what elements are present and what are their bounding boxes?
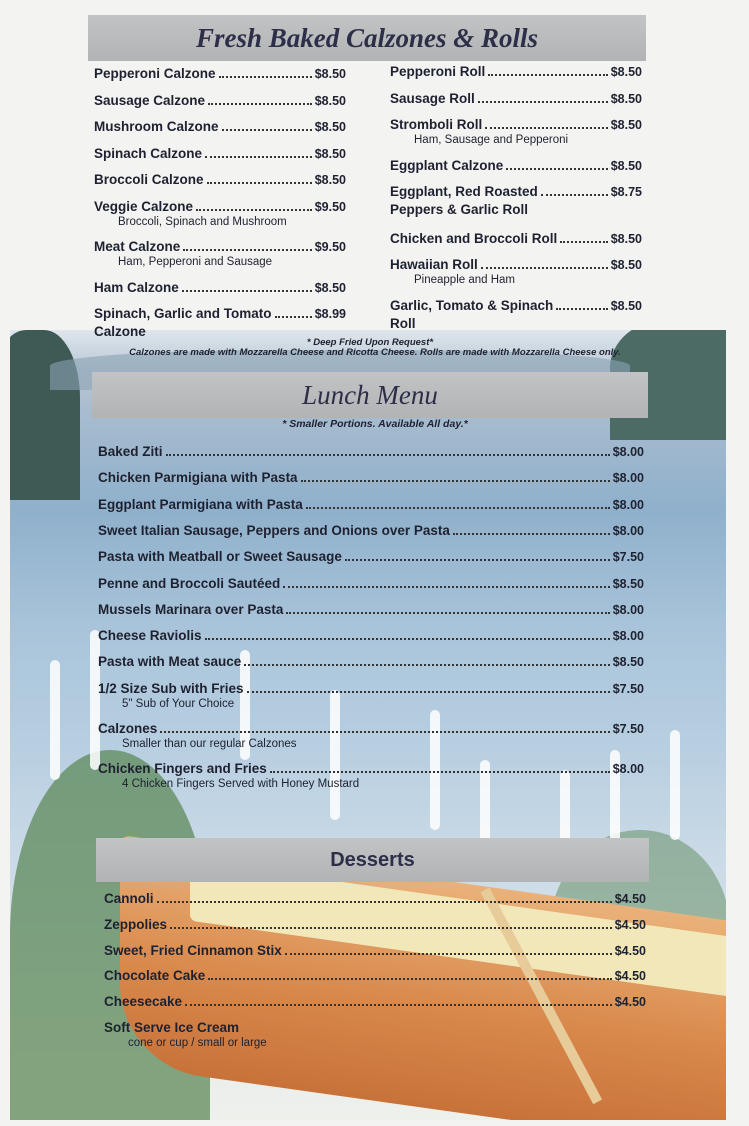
dot-leader xyxy=(196,201,312,210)
lunch-name: Sweet Italian Sausage, Peppers and Onions over Pasta xyxy=(98,522,450,538)
calzone-row xyxy=(94,306,346,321)
dot-leader xyxy=(301,473,610,482)
reed xyxy=(50,660,60,780)
calzone-description: Ham, Pepperoni and Sausage xyxy=(118,256,273,268)
lunch-price: $7.50 xyxy=(612,681,644,696)
calzone-row xyxy=(94,146,346,161)
dessert-name: Zeppolies xyxy=(104,916,168,932)
lunch-name: Calzones xyxy=(98,720,158,736)
roll-price: $8.50 xyxy=(610,65,642,79)
calzone-price: $8.50 xyxy=(314,146,346,161)
dessert-item xyxy=(104,943,646,958)
dessert-row xyxy=(104,943,646,958)
dot-leader xyxy=(556,300,607,309)
calzone-item xyxy=(94,146,346,161)
cheese-note: Calzones are made with Mozzarella Cheese and Ricotta Cheese. Rolls are made with Mozzarella Cheese only. xyxy=(129,347,621,358)
calzone-description: Broccoli, Spinach and Mushroom xyxy=(118,215,287,228)
calzone-name: Mushroom Calzone xyxy=(94,119,219,134)
roll-name: Hawaiian Roll xyxy=(390,257,478,272)
lunch-name: Pasta with Meat sauce xyxy=(98,654,242,670)
dot-leader xyxy=(270,763,610,772)
roll-row xyxy=(390,257,642,272)
roll-name: Pepperoni Roll xyxy=(390,64,486,79)
lunch-row xyxy=(98,602,644,617)
roll-name: Stromboli Roll xyxy=(390,117,483,132)
lunch-item xyxy=(98,761,644,790)
dessert-name: Cheesecake xyxy=(104,994,183,1010)
lunch-description: 4 Chicken Fingers Served with Honey Mustard xyxy=(122,777,360,790)
roll-price: $8.75 xyxy=(610,185,642,199)
calzone-name: Spinach, Garlic and Tomato xyxy=(94,306,272,321)
dessert-description: cone or cup / small or large xyxy=(128,1037,267,1049)
lunch-row xyxy=(98,444,644,459)
dot-leader xyxy=(182,282,312,291)
roll-price: $8.50 xyxy=(610,298,642,313)
lunch-price: $7.50 xyxy=(612,721,644,736)
dessert-price: $4.50 xyxy=(614,995,646,1010)
dot-leader xyxy=(275,309,312,318)
lunch-row xyxy=(98,549,644,564)
roll-item xyxy=(390,64,642,79)
dessert-name: Soft Serve Ice Cream xyxy=(104,1020,240,1035)
lunch-row xyxy=(98,654,644,669)
lunch-row xyxy=(98,681,644,696)
calzone-name: Meat Calzone xyxy=(94,239,181,254)
dot-leader xyxy=(247,683,610,692)
lunch-price: $8.00 xyxy=(612,761,644,776)
dessert-name: Chocolate Cake xyxy=(104,968,206,984)
calzone-price: $8.50 xyxy=(314,280,346,295)
calzone-item xyxy=(94,93,346,108)
lunch-name: Eggplant Parmigiana with Pasta xyxy=(98,496,303,512)
lunch-name: Cheese Raviolis xyxy=(98,628,202,644)
lunch-item xyxy=(98,497,644,512)
roll-name: Garlic, Tomato & Spinach xyxy=(390,297,554,313)
lunch-item xyxy=(98,444,644,459)
calzone-row xyxy=(94,119,346,134)
lunch-row xyxy=(98,523,644,538)
dessert-item xyxy=(104,994,646,1009)
dessert-row xyxy=(104,1020,646,1035)
roll-row xyxy=(390,64,642,79)
dessert-row xyxy=(104,994,646,1009)
calzone-name: Broccoli Calzone xyxy=(94,172,204,187)
roll-item xyxy=(390,158,642,173)
roll-price: $8.50 xyxy=(610,91,642,106)
lunch-menu-title: Lunch Menu xyxy=(92,372,648,418)
dessert-row xyxy=(104,891,646,906)
calzone-price: $8.50 xyxy=(314,173,346,187)
roll-name-continued: Peppers & Garlic Roll xyxy=(390,202,529,217)
calzone-name: Spinach Calzone xyxy=(94,145,203,161)
lunch-price: $8.50 xyxy=(612,655,644,670)
calzone-price: $8.50 xyxy=(314,93,346,108)
roll-item xyxy=(390,257,642,286)
dessert-price: $4.50 xyxy=(614,892,646,906)
dot-leader xyxy=(219,69,312,78)
dessert-item xyxy=(104,891,646,906)
roll-item xyxy=(390,231,642,246)
roll-item xyxy=(390,91,642,106)
dessert-item xyxy=(104,968,646,983)
lunch-item xyxy=(98,628,644,643)
dessert-row xyxy=(104,917,646,932)
lunch-row xyxy=(98,761,644,776)
dessert-name: Cannoli xyxy=(104,891,154,906)
calzone-item xyxy=(94,280,346,295)
roll-price: $8.50 xyxy=(610,158,642,173)
dot-leader xyxy=(205,631,610,640)
lunch-item xyxy=(98,681,644,710)
lunch-subtitle: * Smaller Portions. Available All day.* xyxy=(282,418,468,430)
roll-name: Chicken and Broccoli Roll xyxy=(390,230,558,246)
dot-leader xyxy=(244,657,609,666)
lunch-item xyxy=(98,470,644,485)
roll-row xyxy=(390,117,642,132)
roll-name: Sausage Roll xyxy=(390,90,475,106)
lunch-row xyxy=(98,470,644,485)
dot-leader xyxy=(222,122,312,131)
roll-price: $8.50 xyxy=(610,231,642,246)
lunch-price: $8.00 xyxy=(612,445,644,459)
calzone-row xyxy=(94,199,346,214)
dot-leader xyxy=(160,723,609,732)
roll-row xyxy=(390,184,642,199)
roll-name: Eggplant, Red Roasted xyxy=(390,184,538,199)
dot-leader xyxy=(205,148,312,157)
roll-description: Pineapple and Ham xyxy=(414,274,516,286)
lunch-name: Baked Ziti xyxy=(98,444,163,459)
roll-item xyxy=(390,184,642,217)
dot-leader xyxy=(207,175,312,184)
lunch-name: Penne and Broccoli Sautéed xyxy=(98,575,281,591)
dot-leader xyxy=(560,233,607,242)
lunch-item xyxy=(98,549,644,564)
roll-row xyxy=(390,91,642,106)
calzones-rolls-title: Fresh Baked Calzones & Rolls xyxy=(88,15,646,61)
calzone-price: $8.50 xyxy=(314,67,346,81)
lunch-description: 5" Sub of Your Choice xyxy=(122,697,235,710)
calzone-item xyxy=(94,119,346,134)
lunch-description: Smaller than our regular Calzones xyxy=(122,737,297,750)
lunch-item xyxy=(98,602,644,617)
lunch-row xyxy=(98,576,644,591)
dot-leader xyxy=(506,160,607,169)
dot-leader xyxy=(481,260,608,269)
lunch-price: $8.00 xyxy=(612,471,644,486)
calzone-item xyxy=(94,172,346,187)
dessert-price: $4.50 xyxy=(614,969,646,984)
lunch-name: 1/2 Size Sub with Fries xyxy=(98,680,244,696)
deep-fried-note: * Deep Fried Upon Request* xyxy=(306,337,434,348)
dot-leader xyxy=(345,552,610,561)
lunch-item xyxy=(98,721,644,750)
dessert-price: $4.50 xyxy=(614,917,646,932)
lunch-name: Chicken Fingers and Fries xyxy=(98,760,267,776)
calzone-price: $9.50 xyxy=(314,199,346,214)
lunch-row xyxy=(98,628,644,643)
calzone-price: $8.99 xyxy=(314,307,346,321)
dot-leader xyxy=(283,578,609,587)
lunch-price: $8.00 xyxy=(612,629,644,644)
dot-leader xyxy=(306,499,610,508)
lunch-price: $7.50 xyxy=(612,550,644,565)
calzone-item xyxy=(94,239,346,268)
lunch-price: $8.00 xyxy=(612,523,644,538)
lunch-price: $8.50 xyxy=(612,576,644,591)
dot-leader xyxy=(185,997,612,1006)
dot-leader xyxy=(285,945,612,954)
calzone-price: $8.50 xyxy=(314,120,346,134)
lunch-name: Chicken Parmigiana with Pasta xyxy=(98,470,298,486)
dot-leader xyxy=(157,894,612,903)
calzone-row xyxy=(94,239,346,254)
calzone-name-continued: Calzone xyxy=(94,324,146,339)
dot-leader xyxy=(183,242,311,251)
calzone-item xyxy=(94,66,346,81)
lunch-row xyxy=(98,497,644,512)
lunch-name: Mussels Marinara over Pasta xyxy=(98,601,284,617)
lunch-name: Pasta with Meatball or Sweet Sausage xyxy=(98,549,342,565)
dot-leader xyxy=(541,187,608,196)
calzone-price: $9.50 xyxy=(314,240,346,254)
dot-leader xyxy=(170,919,612,928)
calzone-row xyxy=(94,93,346,108)
reed xyxy=(670,730,680,840)
dessert-item xyxy=(104,1020,646,1049)
dot-leader xyxy=(166,447,610,456)
roll-row xyxy=(390,231,642,246)
calzone-row xyxy=(94,280,346,295)
calzone-name: Ham Calzone xyxy=(94,279,179,295)
roll-description: Ham, Sausage and Pepperoni xyxy=(414,134,569,146)
calzone-name: Sausage Calzone xyxy=(94,92,206,108)
lunch-price: $8.00 xyxy=(612,497,644,512)
roll-row xyxy=(390,298,642,313)
desserts-title: Desserts xyxy=(96,838,649,882)
roll-row xyxy=(390,158,642,173)
roll-price: $8.50 xyxy=(610,118,642,132)
roll-item xyxy=(390,117,642,146)
dessert-row xyxy=(104,968,646,983)
dot-leader xyxy=(208,95,312,104)
dot-leader xyxy=(453,525,610,534)
calzone-row xyxy=(94,66,346,81)
roll-price: $8.50 xyxy=(610,258,642,272)
dot-leader xyxy=(208,971,611,980)
dessert-price: $4.50 xyxy=(614,943,646,958)
dessert-item xyxy=(104,917,646,932)
roll-name: Eggplant Calzone xyxy=(390,157,504,173)
lunch-item xyxy=(98,523,644,538)
calzone-item xyxy=(94,199,346,228)
calzone-row xyxy=(94,172,346,187)
lunch-item xyxy=(98,654,644,669)
dessert-name: Sweet, Fried Cinnamon Stix xyxy=(104,942,282,958)
lunch-price: $8.00 xyxy=(612,602,644,617)
roll-name-continued: Roll xyxy=(390,315,416,331)
dot-leader xyxy=(478,93,608,102)
calzone-item xyxy=(94,306,346,339)
roll-item xyxy=(390,298,642,331)
calzone-name: Veggie Calzone xyxy=(94,198,194,214)
dot-leader xyxy=(485,120,607,129)
dot-leader xyxy=(286,604,609,613)
dot-leader xyxy=(488,67,607,76)
lunch-row xyxy=(98,721,644,736)
lunch-item xyxy=(98,576,644,591)
calzone-name: Pepperoni Calzone xyxy=(94,66,216,81)
